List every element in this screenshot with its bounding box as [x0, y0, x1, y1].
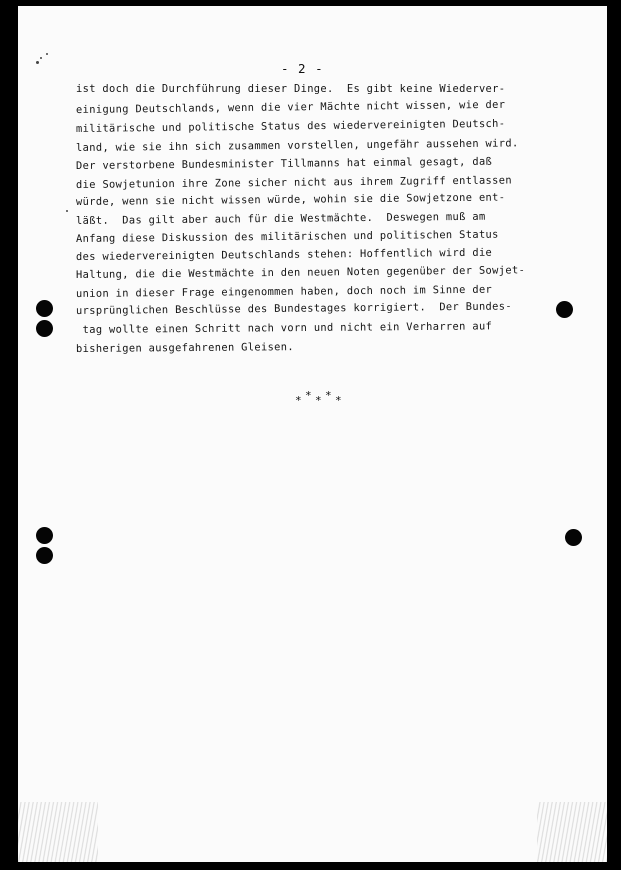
ornament-asterisk: * — [315, 394, 322, 407]
scan-noise-right — [537, 802, 607, 862]
page-number: - 2 - — [281, 61, 324, 76]
text-line: bisherigen ausgefahrenen Gleisen. — [75, 340, 295, 355]
text-line: tag wollte einen Schritt nach vorn und nicht ein Verharren auf — [75, 320, 493, 337]
punch-hole — [36, 527, 53, 544]
text-line: würde, wenn sie nicht wissen würde, wohin sie die Sowjetzone ent- — [75, 191, 506, 209]
scan-speck — [66, 210, 68, 212]
scan-speck — [36, 61, 39, 64]
text-line: einigung Deutschlands, wenn die vier Mächte nicht wissen, wie der — [75, 98, 506, 116]
text-line: Anfang diese Diskussion des militärischen und politischen Status — [75, 228, 499, 245]
body-text — [76, 80, 576, 361]
text-line: ursprünglichen Beschlüsse des Bundestages korrigiert. Der Bundes- — [75, 300, 513, 318]
text-line: land, wie sie ihn sich zusammen vorstellen, ungefähr aussehen wird. — [75, 137, 519, 155]
scan-speck — [40, 57, 42, 59]
ornament-asterisk: * — [305, 389, 312, 402]
punch-hole — [36, 547, 53, 564]
text-line: Haltung, die die Westmächte in den neuen Noten gegenüber der Sowjet- — [75, 264, 526, 282]
scan-noise-left — [18, 802, 98, 862]
punch-hole — [565, 529, 582, 546]
punch-hole — [36, 320, 53, 337]
text-line: union in dieser Frage eingenommen haben, doch noch im Sinne der — [75, 283, 493, 300]
text-line: läßt. Das gilt aber auch für die Westmächte. Deswegen muß am — [75, 210, 486, 227]
ornament-asterisk: * — [335, 394, 342, 407]
ornament-asterisk: * — [295, 394, 302, 407]
punch-hole — [556, 301, 573, 318]
text-line: des wiedervereinigten Deutschlands stehen: Hoffentlich wird die — [75, 246, 493, 264]
text-line: Der verstorbene Bundesminister Tillmanns hat einmal gesagt, daß — [75, 155, 493, 172]
text-line: militärische und politische Status des wiedervereinigten Deutsch- — [75, 118, 506, 136]
scan-speck — [46, 53, 48, 55]
punch-hole — [36, 300, 53, 317]
document-page — [18, 6, 607, 862]
section-ornament — [293, 389, 343, 413]
text-line: ist doch die Durchführung dieser Dinge. Es gibt keine Wiederver- — [76, 83, 506, 95]
text-line: die Sowjetunion ihre Zone sicher nicht aus ihrem Zugriff entlassen — [75, 173, 513, 191]
ornament-asterisk: * — [325, 389, 332, 402]
